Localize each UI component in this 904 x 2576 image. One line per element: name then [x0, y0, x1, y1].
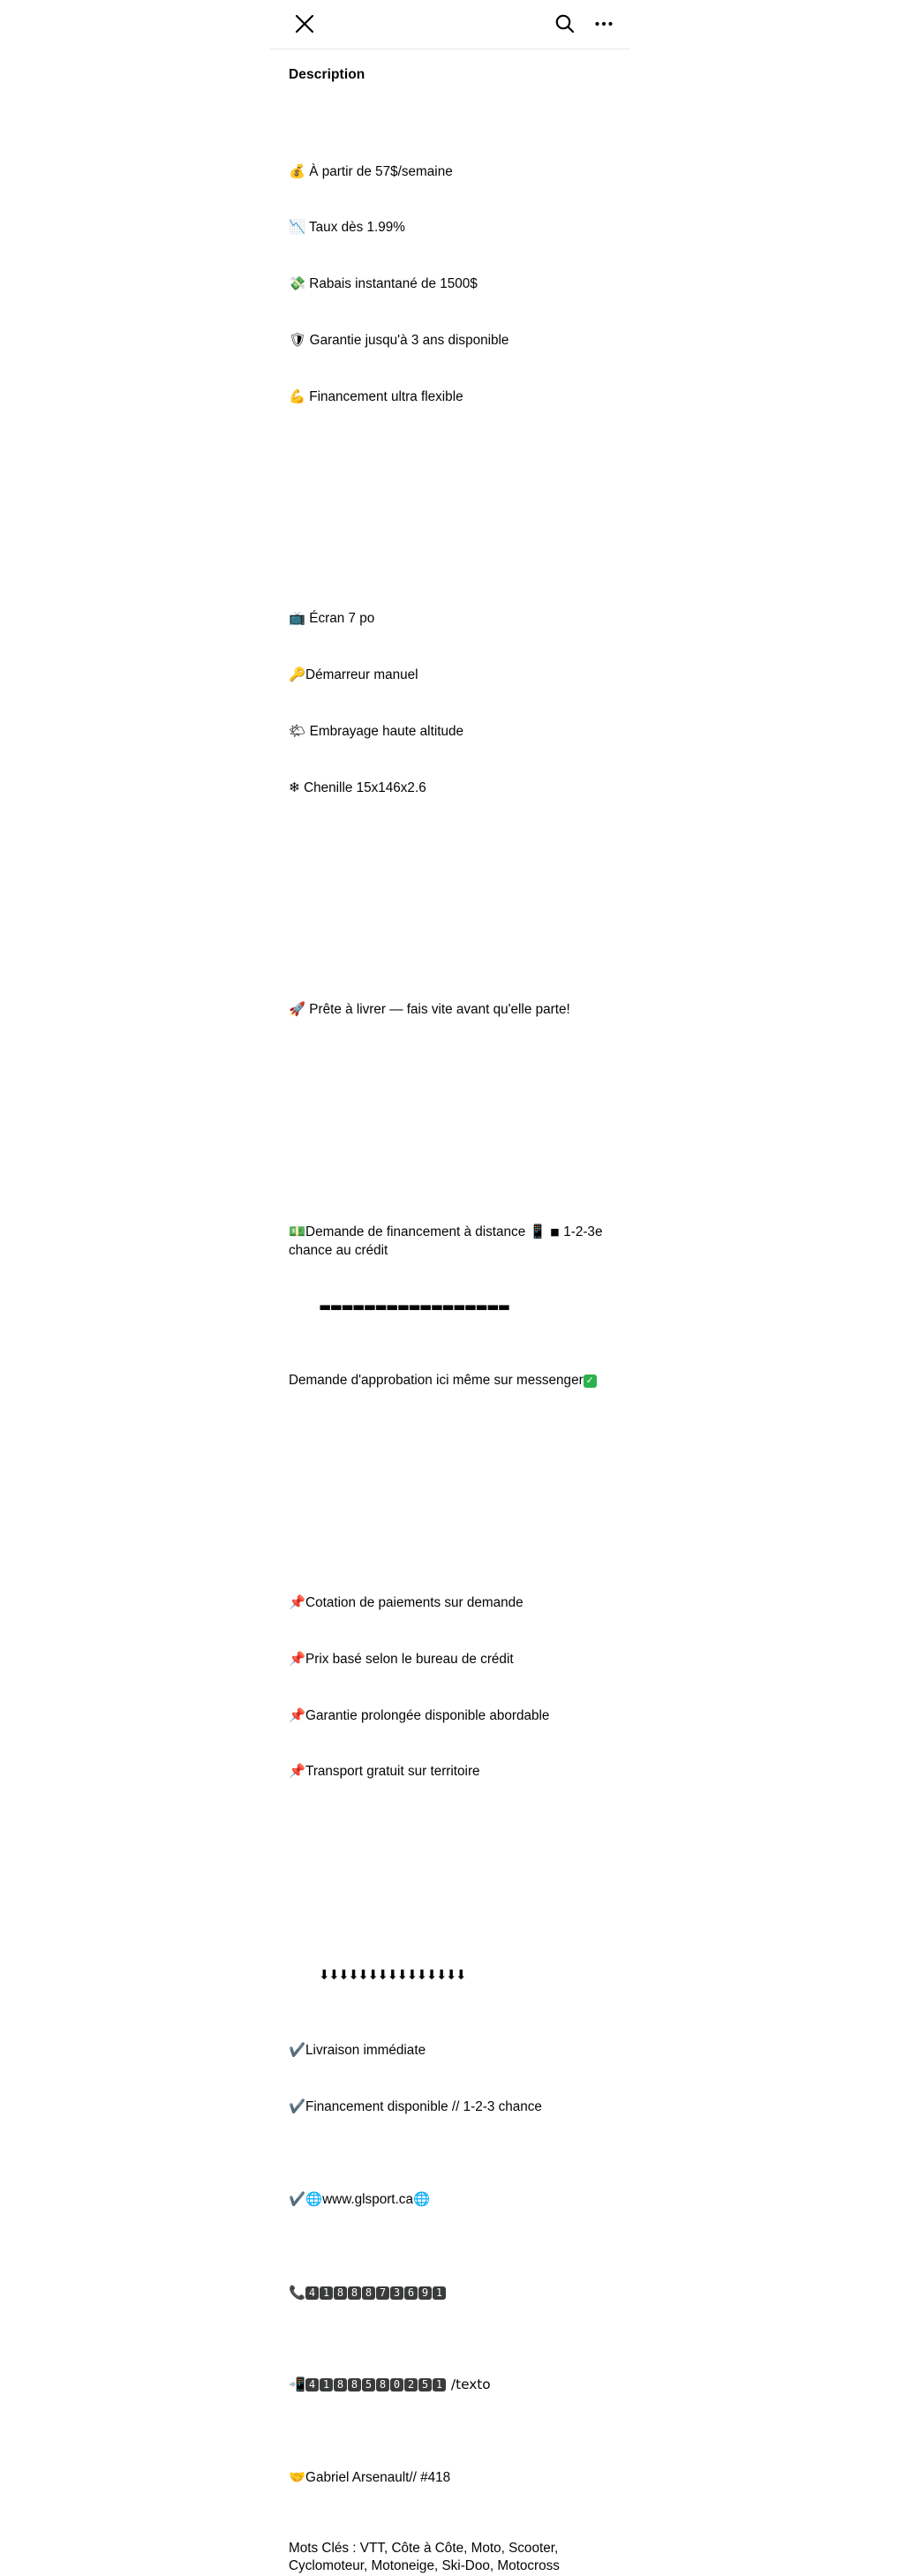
- list-item-label: Taux dès 1.99%: [309, 220, 405, 236]
- description-text: [289, 88, 610, 2525]
- screen-icon: 📺: [289, 610, 306, 627]
- list-item: [289, 2098, 610, 2117]
- list-item: [289, 2041, 610, 2060]
- cta-line: [289, 1000, 610, 1020]
- keywords-block: [289, 2540, 610, 2574]
- muscle-icon: 💪: [289, 388, 306, 404]
- list-item: [289, 722, 610, 742]
- globe-icon: 🌐: [305, 2191, 323, 2208]
- finance-request-suffix: 1-2-3e chance au crédit: [289, 1224, 606, 1259]
- list-item: [289, 331, 610, 350]
- list-item-label: Livraison immédiate: [305, 2043, 426, 2058]
- list-item: [289, 162, 610, 182]
- spacer: [289, 1131, 610, 1149]
- mobile-phone-arrow-icon: 📲: [289, 2376, 306, 2393]
- check-mark-icon: ✔️: [289, 2042, 306, 2058]
- list-item-label: Garantie prolongée disponible abordable: [305, 1707, 550, 1723]
- rocket-icon: 🚀: [289, 1001, 306, 1018]
- check-mark-icon: ✔️: [289, 2098, 306, 2114]
- list-item-label: Rabais instantané de 1500$: [309, 276, 478, 292]
- spacer: [289, 517, 610, 536]
- post-description-body: [269, 49, 629, 2574]
- post-detail-column: [269, 0, 629, 2574]
- list-item: [289, 388, 610, 407]
- spacer: [289, 1893, 610, 1911]
- list-item-label: Démarreur manuel: [305, 667, 418, 683]
- list-item-label: Financement disponible // 1-2-3 chance: [305, 2098, 542, 2114]
- telephone-icon: 📞: [289, 2284, 306, 2301]
- snowflake-icon: ❄: [289, 779, 300, 795]
- list-item-label: À partir de 57$/semaine: [309, 163, 453, 179]
- dollar-bills-icon: 💵: [289, 1224, 306, 1240]
- arrow-row: ⬇⬇⬇⬇⬇⬇⬇⬇⬇⬇⬇⬇⬇⬇⬇: [319, 1967, 466, 1984]
- page-title: Description: [289, 67, 365, 82]
- top-bar: [269, 0, 629, 49]
- close-icon[interactable]: [290, 9, 320, 39]
- approval-label: Demande d'approbation ici même sur messenger: [289, 1373, 584, 1389]
- spacer: [289, 1446, 610, 1465]
- cloud-sun-icon: 🌤: [289, 722, 306, 739]
- spacer: [289, 462, 610, 480]
- globe-icon: 🌐: [412, 2191, 431, 2208]
- list-item-label: Cotation de paiements sur demande: [305, 1595, 524, 1611]
- shield-icon: 🛡: [289, 331, 306, 348]
- money-wings-icon: 💸: [289, 275, 306, 292]
- key-icon: 🔑: [289, 667, 306, 683]
- list-item: [289, 1762, 610, 1781]
- contact-line: [289, 2468, 610, 2488]
- approval-line: [289, 1372, 610, 1390]
- texto-line[interactable]: [289, 2376, 610, 2394]
- more-options-icon[interactable]: [589, 9, 619, 39]
- list-item: [289, 1593, 610, 1613]
- spacer: [289, 1502, 610, 1520]
- website-url[interactable]: www.glsport.ca: [322, 2192, 413, 2208]
- search-icon[interactable]: [550, 9, 580, 39]
- mobile-phone-icon: 📱: [529, 1224, 546, 1240]
- keywords-line: Cyclomoteur, Motoneige, Ski-Doo, Motocross: [289, 2558, 560, 2574]
- contact-label: Gabriel Arsenault// #418: [305, 2469, 451, 2485]
- texto-suffix: /texto: [450, 2376, 491, 2393]
- finance-request-line: [289, 1223, 610, 1261]
- cta-label: Prête à livrer — fais vite avant qu'elle parte!: [309, 1002, 570, 1018]
- website-line[interactable]: [289, 2190, 610, 2210]
- pushpin-icon: 📌: [289, 1594, 306, 1611]
- list-item-label: Garantie jusqu'à 3 ans disponible: [309, 332, 509, 348]
- phone-line[interactable]: [289, 2284, 610, 2302]
- finance-request-label: Demande de financement à distance: [305, 1224, 526, 1240]
- money-bag-icon: 💰: [289, 162, 306, 179]
- keywords-line: Mots Clés : VTT, Côte à Côte, Moto, Scooter,: [289, 2540, 559, 2556]
- list-item-label: Transport gratuit sur territoire: [305, 1764, 480, 1780]
- texto-number[interactable]: 4 1 8 8 5 8 0 2 5 1: [305, 2376, 447, 2392]
- list-item: [289, 218, 610, 237]
- pushpin-icon: 📌: [289, 1763, 306, 1780]
- list-item: [289, 779, 610, 798]
- spacer: [289, 1075, 610, 1094]
- list-item: [289, 1650, 610, 1669]
- list-item-label: Écran 7 po: [309, 611, 375, 627]
- check-mark-icon: ✔️: [289, 2191, 306, 2208]
- list-item: [289, 275, 610, 294]
- list-item-label: Prix basé selon le bureau de crédit: [305, 1652, 514, 1667]
- list-item-label: Chenille 15x146x2.6: [304, 780, 426, 795]
- list-item-label: Financement ultra flexible: [309, 388, 463, 404]
- check-mark-icon: ✓: [584, 1375, 597, 1388]
- list-item-label: Embrayage haute altitude: [309, 723, 464, 739]
- list-item: [289, 1706, 610, 1726]
- divider: ▬▬▬▬▬▬▬▬▬▬▬▬▬▬▬▬▬: [319, 1298, 509, 1314]
- handshake-icon: 🤝: [289, 2468, 306, 2485]
- list-item: [289, 666, 610, 685]
- phone-number[interactable]: 4 1 8 8 8 7 3 6 9 1: [305, 2285, 447, 2301]
- square-bullet-icon: ◾: [549, 1224, 560, 1240]
- pushpin-icon: 📌: [289, 1651, 306, 1667]
- chart-down-icon: 📉: [289, 219, 306, 236]
- spacer: [289, 853, 610, 871]
- list-item: [289, 609, 610, 629]
- pushpin-icon: 📌: [289, 1706, 306, 1723]
- spacer: [289, 908, 610, 927]
- spacer: [289, 1837, 610, 1856]
